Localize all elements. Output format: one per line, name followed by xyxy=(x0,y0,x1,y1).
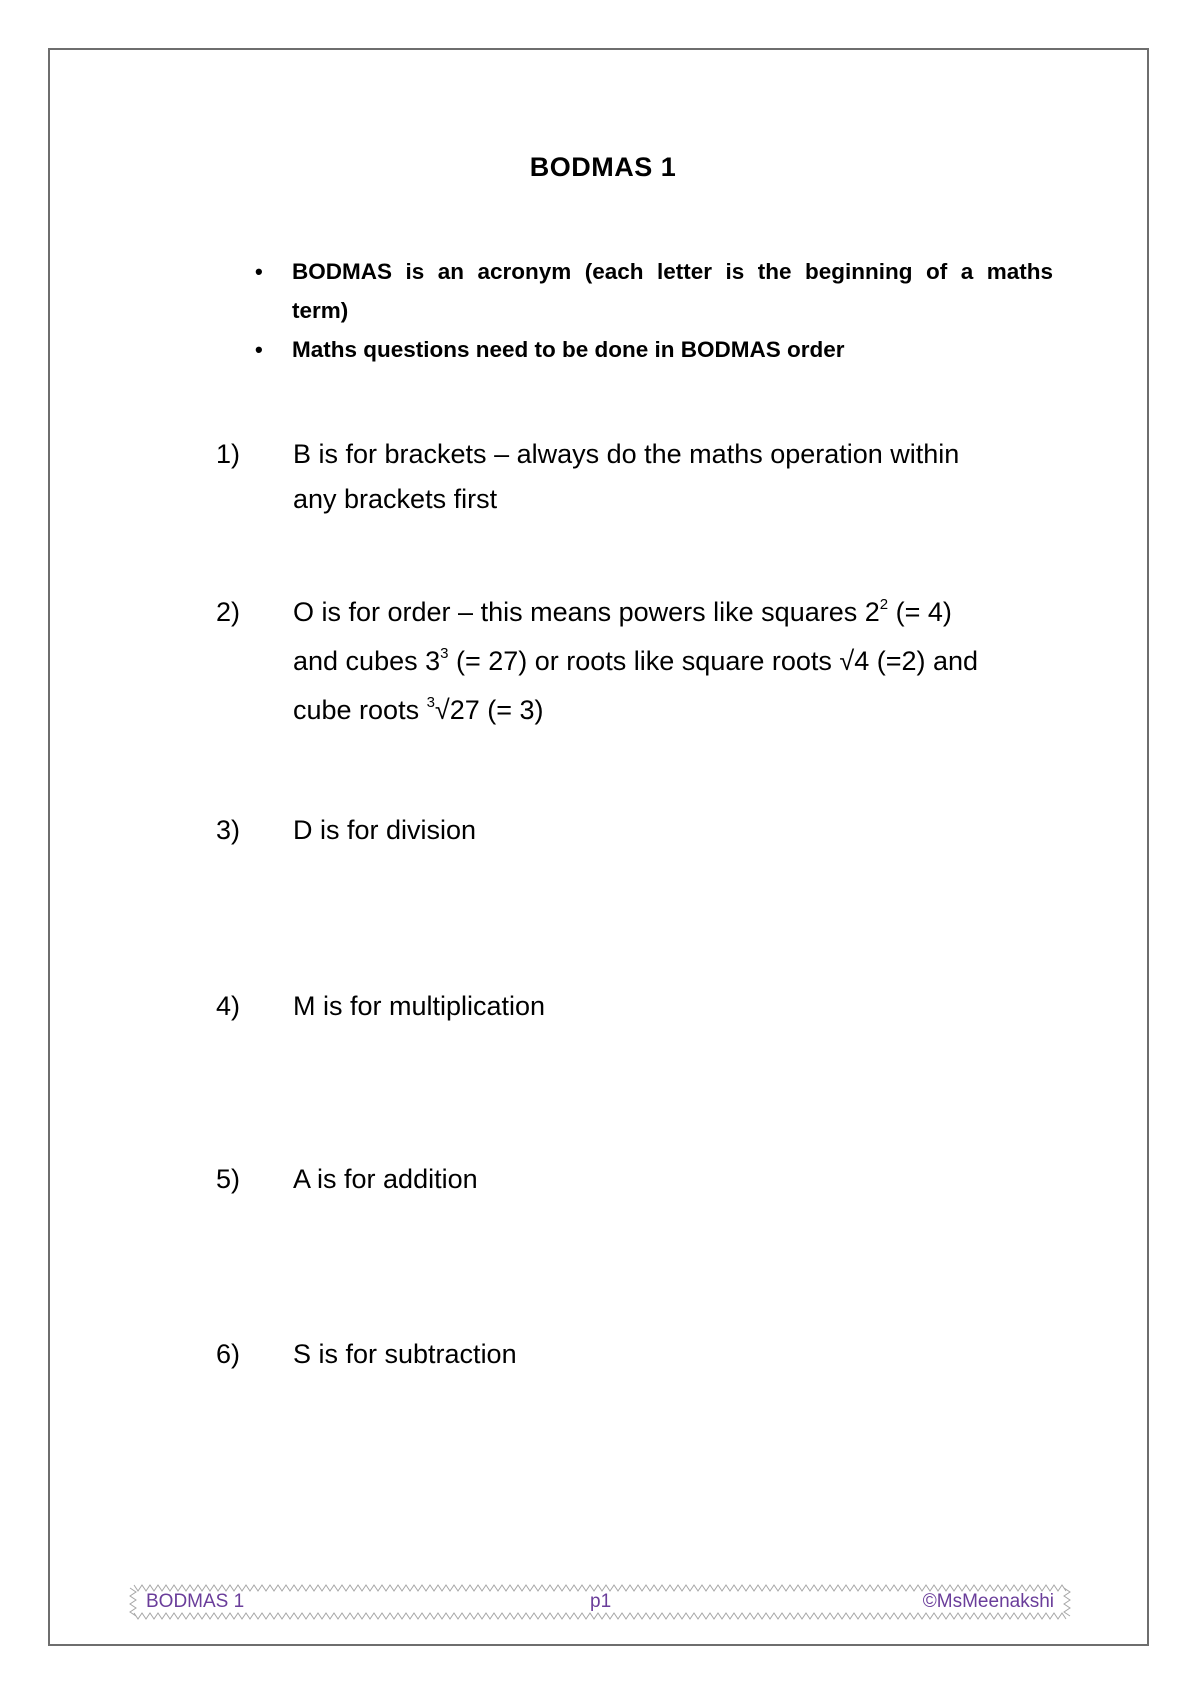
bullet-line: BODMAS is an acronym (each letter is the beginning of a maths xyxy=(292,259,1053,284)
item-text-line: S is for subtraction xyxy=(293,1339,517,1369)
item-number: 5) xyxy=(216,1164,241,1194)
text-segment: (= 27) or roots like square roots √4 (=2) and xyxy=(448,646,979,676)
bullet-icon: • xyxy=(255,259,263,284)
item-number: 4) xyxy=(216,991,241,1021)
item-text-line: any brackets first xyxy=(293,484,498,514)
item-number: 6) xyxy=(216,1339,241,1369)
bullet-item xyxy=(255,252,1055,330)
footer-page-number: p1 xyxy=(590,1591,612,1612)
item-text-line xyxy=(293,639,978,688)
superscript: 2 xyxy=(879,596,889,613)
item-text-line xyxy=(293,590,978,639)
item-text-line: M is for multiplication xyxy=(293,991,546,1021)
item-text-line: D is for division xyxy=(293,815,477,845)
item-text-line: B is for brackets – always do the maths operation within xyxy=(293,439,960,469)
superscript: 3 xyxy=(426,694,435,711)
bullet-line: term) xyxy=(292,298,349,323)
page-footer xyxy=(128,1584,1072,1620)
page-title-text: BODMAS 1 xyxy=(529,152,677,182)
text-segment: and cubes 3 xyxy=(293,646,441,676)
item-number: 1) xyxy=(216,439,241,469)
item-text-line: A is for addition xyxy=(293,1164,478,1194)
item-number: 2) xyxy=(216,597,241,627)
footer-left-text: BODMAS 1 xyxy=(146,1591,245,1612)
text-segment: (= 4) xyxy=(888,597,952,627)
zigzag-edge xyxy=(1064,1588,1070,1616)
bullet-item xyxy=(255,330,1055,369)
bullet-icon: • xyxy=(255,337,263,362)
bullet-line: Maths questions need to be done in BODMAS order xyxy=(292,337,845,362)
text-segment: O is for order – this means powers like squares 2 xyxy=(293,597,880,627)
item-text-line xyxy=(293,688,978,737)
text-segment: √27 (= 3) xyxy=(434,695,544,725)
superscript: 3 xyxy=(440,645,449,662)
page-title xyxy=(0,152,1200,183)
footer-copyright: ©MsMeenakshi xyxy=(922,1591,1054,1612)
bullet-list xyxy=(255,252,1055,369)
zigzag-edge xyxy=(130,1588,136,1616)
item-number: 3) xyxy=(216,815,241,845)
text-segment: cube roots xyxy=(293,695,427,725)
